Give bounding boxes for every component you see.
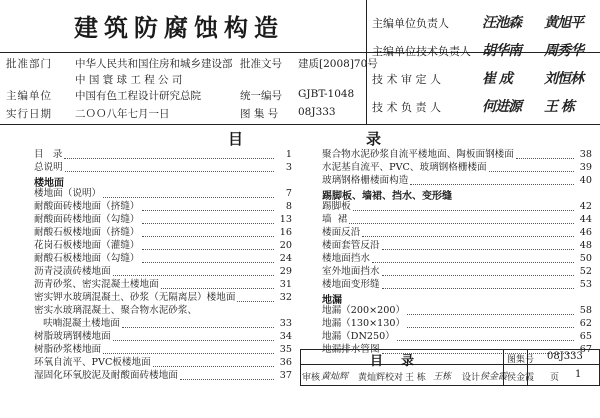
- signature-1: 何进源: [482, 99, 521, 115]
- approval-label: 主编单位: [6, 90, 52, 102]
- approval-value-2: 08J333: [298, 106, 336, 118]
- approval-value-2: 建质[2008]70号: [298, 58, 378, 70]
- toc-entry-label: 总说明: [34, 162, 63, 173]
- toc-leader-dots: [362, 228, 574, 237]
- toc-entry-page: 29: [279, 266, 292, 277]
- signature-1: 崔 成: [482, 71, 512, 87]
- toc-leader-dots: [113, 332, 274, 341]
- toc-entry-page: 48: [579, 240, 592, 251]
- toc-entry[interactable]: [322, 278, 592, 291]
- signature-row: [372, 12, 598, 36]
- toc-entry[interactable]: [34, 343, 292, 356]
- toc-leader-dots: [64, 150, 274, 159]
- toc-entry-label: 环氧自流平、PVC板楼地面: [34, 357, 151, 368]
- toc-entry-page: 7: [285, 188, 292, 199]
- approval-value: 中国有色工程设计研究总院: [75, 90, 201, 102]
- toc-entry[interactable]: [322, 304, 592, 317]
- toc-entry[interactable]: [322, 330, 592, 343]
- toc-entry-page: 37: [279, 370, 292, 381]
- toc-entry-label: 耐酸石板楼地面（挤缝）: [34, 227, 140, 238]
- toc-leader-dots: [103, 189, 274, 198]
- approval-label-2: 批准文号: [240, 58, 282, 70]
- toc-entry-page: 13: [279, 214, 292, 225]
- toc-entry-page: 8: [285, 201, 292, 212]
- toc-entry-page: 46: [579, 227, 592, 238]
- toc-entry[interactable]: [322, 148, 592, 161]
- approval-row: [0, 106, 366, 120]
- toc-leader-dots: [489, 163, 574, 172]
- toc-leader-dots: [353, 202, 574, 211]
- approval-label-2: 统一编号: [240, 90, 282, 102]
- toc-entry[interactable]: [322, 213, 592, 226]
- toc-entry-label: 沥青浸渍砖楼地面: [34, 266, 111, 277]
- toc-entry-page: 34: [279, 331, 292, 342]
- toc-entry-page: 58: [579, 305, 592, 316]
- toc-entry-page: 52: [579, 266, 592, 277]
- approval-value-2: GJBT-1048: [298, 88, 355, 100]
- approval-label: 批准部门: [6, 58, 52, 70]
- toc-leader-dots: [113, 267, 274, 276]
- design-name: 侯金霞: [480, 372, 508, 382]
- toc-entry-label: 楼面反沿: [322, 227, 361, 238]
- toc-entry-label: 湿固化环氧胶泥及耐酸面砖楼地面: [34, 370, 178, 381]
- toc-heading-right: 录: [366, 130, 382, 148]
- toc-entry[interactable]: [34, 161, 292, 174]
- toc-entry-label: 耐酸面砖楼地面（勾缝）: [34, 214, 140, 225]
- toc-leader-dots: [397, 332, 574, 341]
- review-signature: 黄灿辉: [321, 372, 349, 382]
- toc-leader-dots: [237, 293, 274, 302]
- signature-row: [372, 68, 598, 92]
- toc-entry[interactable]: [322, 317, 592, 330]
- toc-entry-label: 楼地面变形缝: [322, 279, 380, 290]
- footer-top-line: [300, 349, 600, 350]
- toc-entry[interactable]: [34, 187, 292, 200]
- toc-leader-dots: [382, 267, 574, 276]
- toc-entry[interactable]: [322, 265, 592, 278]
- toc-entry[interactable]: [34, 200, 292, 213]
- review-label: 审核: [302, 373, 321, 383]
- page-number: 1: [575, 369, 582, 380]
- toc-entry[interactable]: [34, 239, 292, 252]
- toc-entry[interactable]: [34, 226, 292, 239]
- toc-entry-page: 1: [285, 149, 292, 160]
- approval-label-2: 图 集 号: [240, 108, 279, 120]
- toc-entry-label: 玻璃钢格栅楼面构造: [322, 175, 409, 186]
- toc-entry-label: 树脂玻璃钢楼地面: [34, 331, 111, 342]
- toc-entry-label: 密实钾水玻璃混凝土、砂浆（无隔离层）楼地面: [34, 292, 236, 303]
- toc-entry-label: 密实水玻璃混凝土、聚合物水泥砂浆、: [34, 305, 198, 316]
- toc-leader-dots: [407, 306, 574, 315]
- toc-section-heading: 踢脚板、墙裙、挡水、变形缝: [322, 191, 452, 202]
- toc-entry-label: 墙 裙: [322, 214, 348, 225]
- toc-leader-dots: [382, 280, 574, 289]
- toc-entry[interactable]: [34, 356, 292, 369]
- toc-entry-label: 呋喃混凝土楼地面: [34, 318, 120, 329]
- toc-entry-label: 楼面套管反沿: [322, 240, 380, 251]
- toc-entry-page: 62: [579, 318, 592, 329]
- page-label: 页: [550, 373, 560, 383]
- toc-leader-dots: [516, 150, 574, 159]
- design-label: 设计: [462, 373, 481, 383]
- toc-entry-label: 耐酸石板楼地面（勾缝）: [34, 253, 140, 264]
- toc-entry[interactable]: [322, 252, 592, 265]
- toc-heading-left: 目: [228, 130, 244, 148]
- toc-entry-page: 38: [579, 149, 592, 160]
- toc-entry[interactable]: [34, 369, 292, 382]
- signature-row: [372, 40, 598, 64]
- approval-value: 中 国 寰 球 工 程 公 司: [75, 74, 183, 86]
- toc-entry-page: 44: [579, 214, 592, 225]
- toc-entry-page: 33: [279, 318, 292, 329]
- toc-entry[interactable]: [322, 161, 592, 174]
- toc-entry-label: 地漏（200×200）: [322, 305, 406, 316]
- toc-leader-dots: [153, 358, 274, 367]
- footer-mid-line: [300, 364, 600, 365]
- toc-entry-label: 聚合物水泥砂浆自流平楼地面、陶板面钢楼面: [322, 149, 514, 160]
- toc-leader-dots: [161, 280, 274, 289]
- signature-2: 王 栋: [544, 99, 574, 115]
- toc-section-heading: 地漏: [322, 295, 342, 306]
- approval-row: [0, 72, 366, 86]
- footer-title: 目 录: [370, 354, 415, 369]
- toc-leader-dots: [142, 228, 274, 237]
- signature-label: 技 术 负 责 人: [372, 101, 441, 114]
- toc-entry-page: 16: [279, 227, 292, 238]
- toc-entry[interactable]: [322, 239, 592, 252]
- toc-leader-dots: [407, 319, 574, 328]
- toc-entry-page: 36: [279, 357, 292, 368]
- toc-entry-label: 树脂砂浆楼地面: [34, 344, 102, 355]
- design-signature: 侯金霞: [507, 373, 535, 383]
- toc-entry-page: 31: [279, 279, 292, 290]
- approval-label: 实行日期: [6, 108, 52, 120]
- toc-entry-label: 地漏（130×130）: [322, 318, 406, 329]
- toc-entry[interactable]: [34, 330, 292, 343]
- toc-leader-dots: [349, 215, 574, 224]
- toc-leader-dots: [103, 345, 274, 354]
- toc-entry[interactable]: [34, 291, 292, 304]
- toc-entry-label: 水泥基自流平、PVC、玻璃钢格栅楼面: [322, 162, 487, 173]
- toc-entry-page: 42: [579, 201, 592, 212]
- toc-entry-page: 53: [579, 279, 592, 290]
- toc-entry[interactable]: [34, 213, 292, 226]
- toc-leader-dots: [382, 241, 574, 250]
- signature-2: 黄旭平: [544, 15, 583, 31]
- toc-entry[interactable]: [322, 226, 592, 239]
- toc-entry-label: 楼地面（说明）: [34, 188, 102, 199]
- header-bottom-line: [0, 124, 600, 125]
- toc-leader-dots: [199, 307, 274, 315]
- toc-entry-page: 40: [579, 175, 592, 186]
- toc-entry-label: 花岗石板楼地面（灌缝）: [34, 240, 140, 251]
- toc-entry[interactable]: [34, 304, 292, 317]
- footer-left-edge: [300, 349, 301, 385]
- toc-entry[interactable]: [34, 252, 292, 265]
- toc-entry-label: 地漏（DN250）: [322, 331, 395, 342]
- atlas-label: 图集号: [507, 355, 535, 365]
- toc-entry-page: 3: [285, 162, 292, 173]
- toc-leader-dots: [142, 202, 274, 211]
- toc-entry-page: 65: [579, 331, 592, 342]
- toc-leader-dots: [142, 254, 274, 263]
- toc-leader-dots: [410, 176, 574, 185]
- signature-2: 刘恒林: [544, 71, 583, 87]
- toc-entry-label: 室外地面挡水: [322, 266, 380, 277]
- approval-row: [0, 88, 366, 102]
- signature-label: 技 术 审 定 人: [372, 73, 441, 86]
- toc-entry-label: 目 录: [34, 149, 63, 160]
- toc-section-heading: 楼地面: [34, 178, 64, 189]
- footer-bottom-line: [300, 385, 600, 386]
- check-signature: 王栋: [433, 372, 452, 382]
- toc-entry[interactable]: [34, 265, 292, 278]
- toc-entry-label: 沥青砂浆、密实混凝土楼地面: [34, 279, 159, 290]
- document-title: 建筑防腐蚀构造: [74, 14, 284, 42]
- signature-label: 主编单位负责人: [372, 17, 449, 30]
- toc-leader-dots: [122, 319, 274, 328]
- signature-label: 主编单位技术负责人: [372, 45, 471, 58]
- signature-1: 胡华南: [482, 43, 521, 59]
- toc-entry[interactable]: [322, 174, 592, 187]
- toc-entry-page: 32: [279, 292, 292, 303]
- check-label: 校对: [385, 373, 404, 383]
- toc-entry[interactable]: [34, 278, 292, 291]
- toc-leader-dots: [142, 215, 274, 224]
- toc-entry-label: 楼地面挡水: [322, 253, 370, 264]
- toc-leader-dots: [180, 371, 274, 380]
- signature-row: [372, 96, 598, 120]
- toc-leader-dots: [372, 254, 574, 263]
- toc-leader-dots: [142, 241, 274, 250]
- review-name: 黄灿辉: [358, 373, 386, 383]
- toc-entry-page: 20: [279, 240, 292, 251]
- signature-2: 周秀华: [544, 43, 583, 59]
- check-name: 王 栋: [405, 373, 426, 383]
- toc-entry[interactable]: [34, 317, 292, 330]
- toc-entry[interactable]: [34, 148, 292, 161]
- atlas-number: 08J333: [547, 351, 583, 362]
- toc-entry-label: 耐酸面砖楼地面（挤缝）: [34, 201, 140, 212]
- toc-entry-label: 踢脚板: [322, 201, 351, 212]
- approval-row: [0, 56, 378, 70]
- approval-value: 中华人民共和国住房和城乡建设部: [75, 58, 233, 70]
- approval-value: 二ＯＯ八年七月一日: [75, 108, 170, 120]
- toc-entry-page: 24: [279, 253, 292, 264]
- toc-entry-page: 39: [579, 162, 592, 173]
- toc-entry-page: 35: [279, 344, 292, 355]
- signature-1: 汪池森: [482, 15, 521, 31]
- toc-entry-page: 50: [579, 253, 592, 264]
- toc-leader-dots: [65, 163, 274, 172]
- toc-entry[interactable]: [322, 200, 592, 213]
